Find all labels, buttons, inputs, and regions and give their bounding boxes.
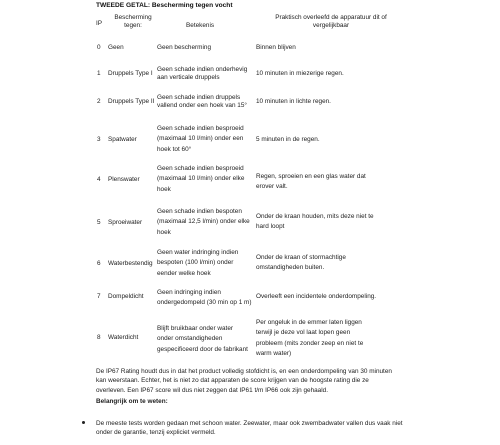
row-meaning: Geen schade indien bespoten (maximaal 12,5 l/min) onder elke hoek <box>157 208 250 236</box>
row-name: Waterdicht <box>108 334 139 341</box>
row-ip: 1 <box>97 70 101 77</box>
row-ip: 5 <box>97 219 101 226</box>
row-meaning: Geen indringing indien ondergedompeld (30 min op 1 m) <box>157 289 252 307</box>
row-name: Dompeldicht <box>108 293 144 300</box>
row-ip: 7 <box>97 293 101 300</box>
row-meaning: Geen schade indien onderhevig aan verticale druppels <box>157 66 248 81</box>
row-name: Plenswater <box>108 176 140 183</box>
important-label: Belangrijk om te weten: <box>96 398 168 405</box>
header-protection: Bescherming tegen: <box>114 14 152 29</box>
row-practical: Onder de kraan of stormachtige omstandigheden buiten. <box>256 254 346 272</box>
bullet-icon <box>82 421 85 424</box>
row-ip: 4 <box>97 176 101 183</box>
row-ip: 0 <box>97 44 101 51</box>
row-meaning: Geen schade indien besproeid (maximaal 10 l/min) onder een hoek tot 60° <box>157 125 244 153</box>
row-ip: 2 <box>97 98 101 105</box>
row-meaning: Geen schade indien besproeid (maximaal 10 l/min) onder elke hoek <box>157 165 245 193</box>
row-practical: 10 minuten in lichte regen. <box>256 98 331 105</box>
bullet-text: De meeste tests worden gedaan met schoon water. Zeewater, maar ook zwembadwater vallen dus vaak niet onder de garantie, tenzij expliciet vermeld. <box>96 420 403 437</box>
row-practical: 10 minuten in miezerige regen. <box>256 70 344 77</box>
row-name: Spatwater <box>108 136 137 143</box>
header-ip: IP <box>96 20 103 27</box>
row-ip: 3 <box>97 136 101 143</box>
row-name: Druppels Type I <box>108 70 153 77</box>
row-ip: 6 <box>97 260 101 267</box>
row-practical: Overleeft een incidentele onderdompeling. <box>256 293 377 300</box>
row-ip: 8 <box>97 334 101 341</box>
row-name: Geen <box>108 44 124 51</box>
row-practical: 5 minuten in de regen. <box>256 136 320 143</box>
header-meaning: Betekenis <box>186 22 215 29</box>
row-name: Sproeiwater <box>108 219 143 226</box>
row-meaning: Geen water indringing indien bespoten (100 l/min) onder eender welke hoek <box>157 249 239 277</box>
row-practical: Binnen blijven <box>256 44 296 51</box>
row-practical: Regen, sproeien en een glas water dat erover valt. <box>256 173 366 191</box>
explanation-paragraph: De IP67 Rating houdt dus in dat het product volledig stofdicht is, en een onderdompeling van 30 minuten kan weerstaan. Echter, het is niet zo dat apparaten de score krijgen van de hoogste rating die ze overleven. Een IP67 score wil dus niet zeggen dat IP61 t/m IP66 ook zijn gehaald. <box>96 368 392 394</box>
row-name: Druppels Type II <box>108 98 155 105</box>
section-title: TWEEDE GETAL: Bescherming tegen vocht <box>96 2 233 9</box>
row-practical: Per ongeluk in de emmer laten liggen terwijl je deze vol laat lopen geen probleem (mits zonder zeep en niet te warm water) <box>256 319 364 357</box>
row-meaning: Geen bescherming <box>157 44 211 51</box>
row-name: Waterbestendig <box>108 260 153 267</box>
header-practical: Praktisch overleefd de apparatuur dit of vergelijkbaar <box>275 14 387 29</box>
row-meaning: Geen schade indien druppels vallend onder een hoek van 15° <box>157 94 247 109</box>
row-meaning: Blijft bruikbaar onder water onder omstandigheden gespecificeerd door de fabrikant <box>157 325 248 353</box>
row-practical: Onder de kraan houden, mits deze niet te hard loopt <box>256 213 374 231</box>
